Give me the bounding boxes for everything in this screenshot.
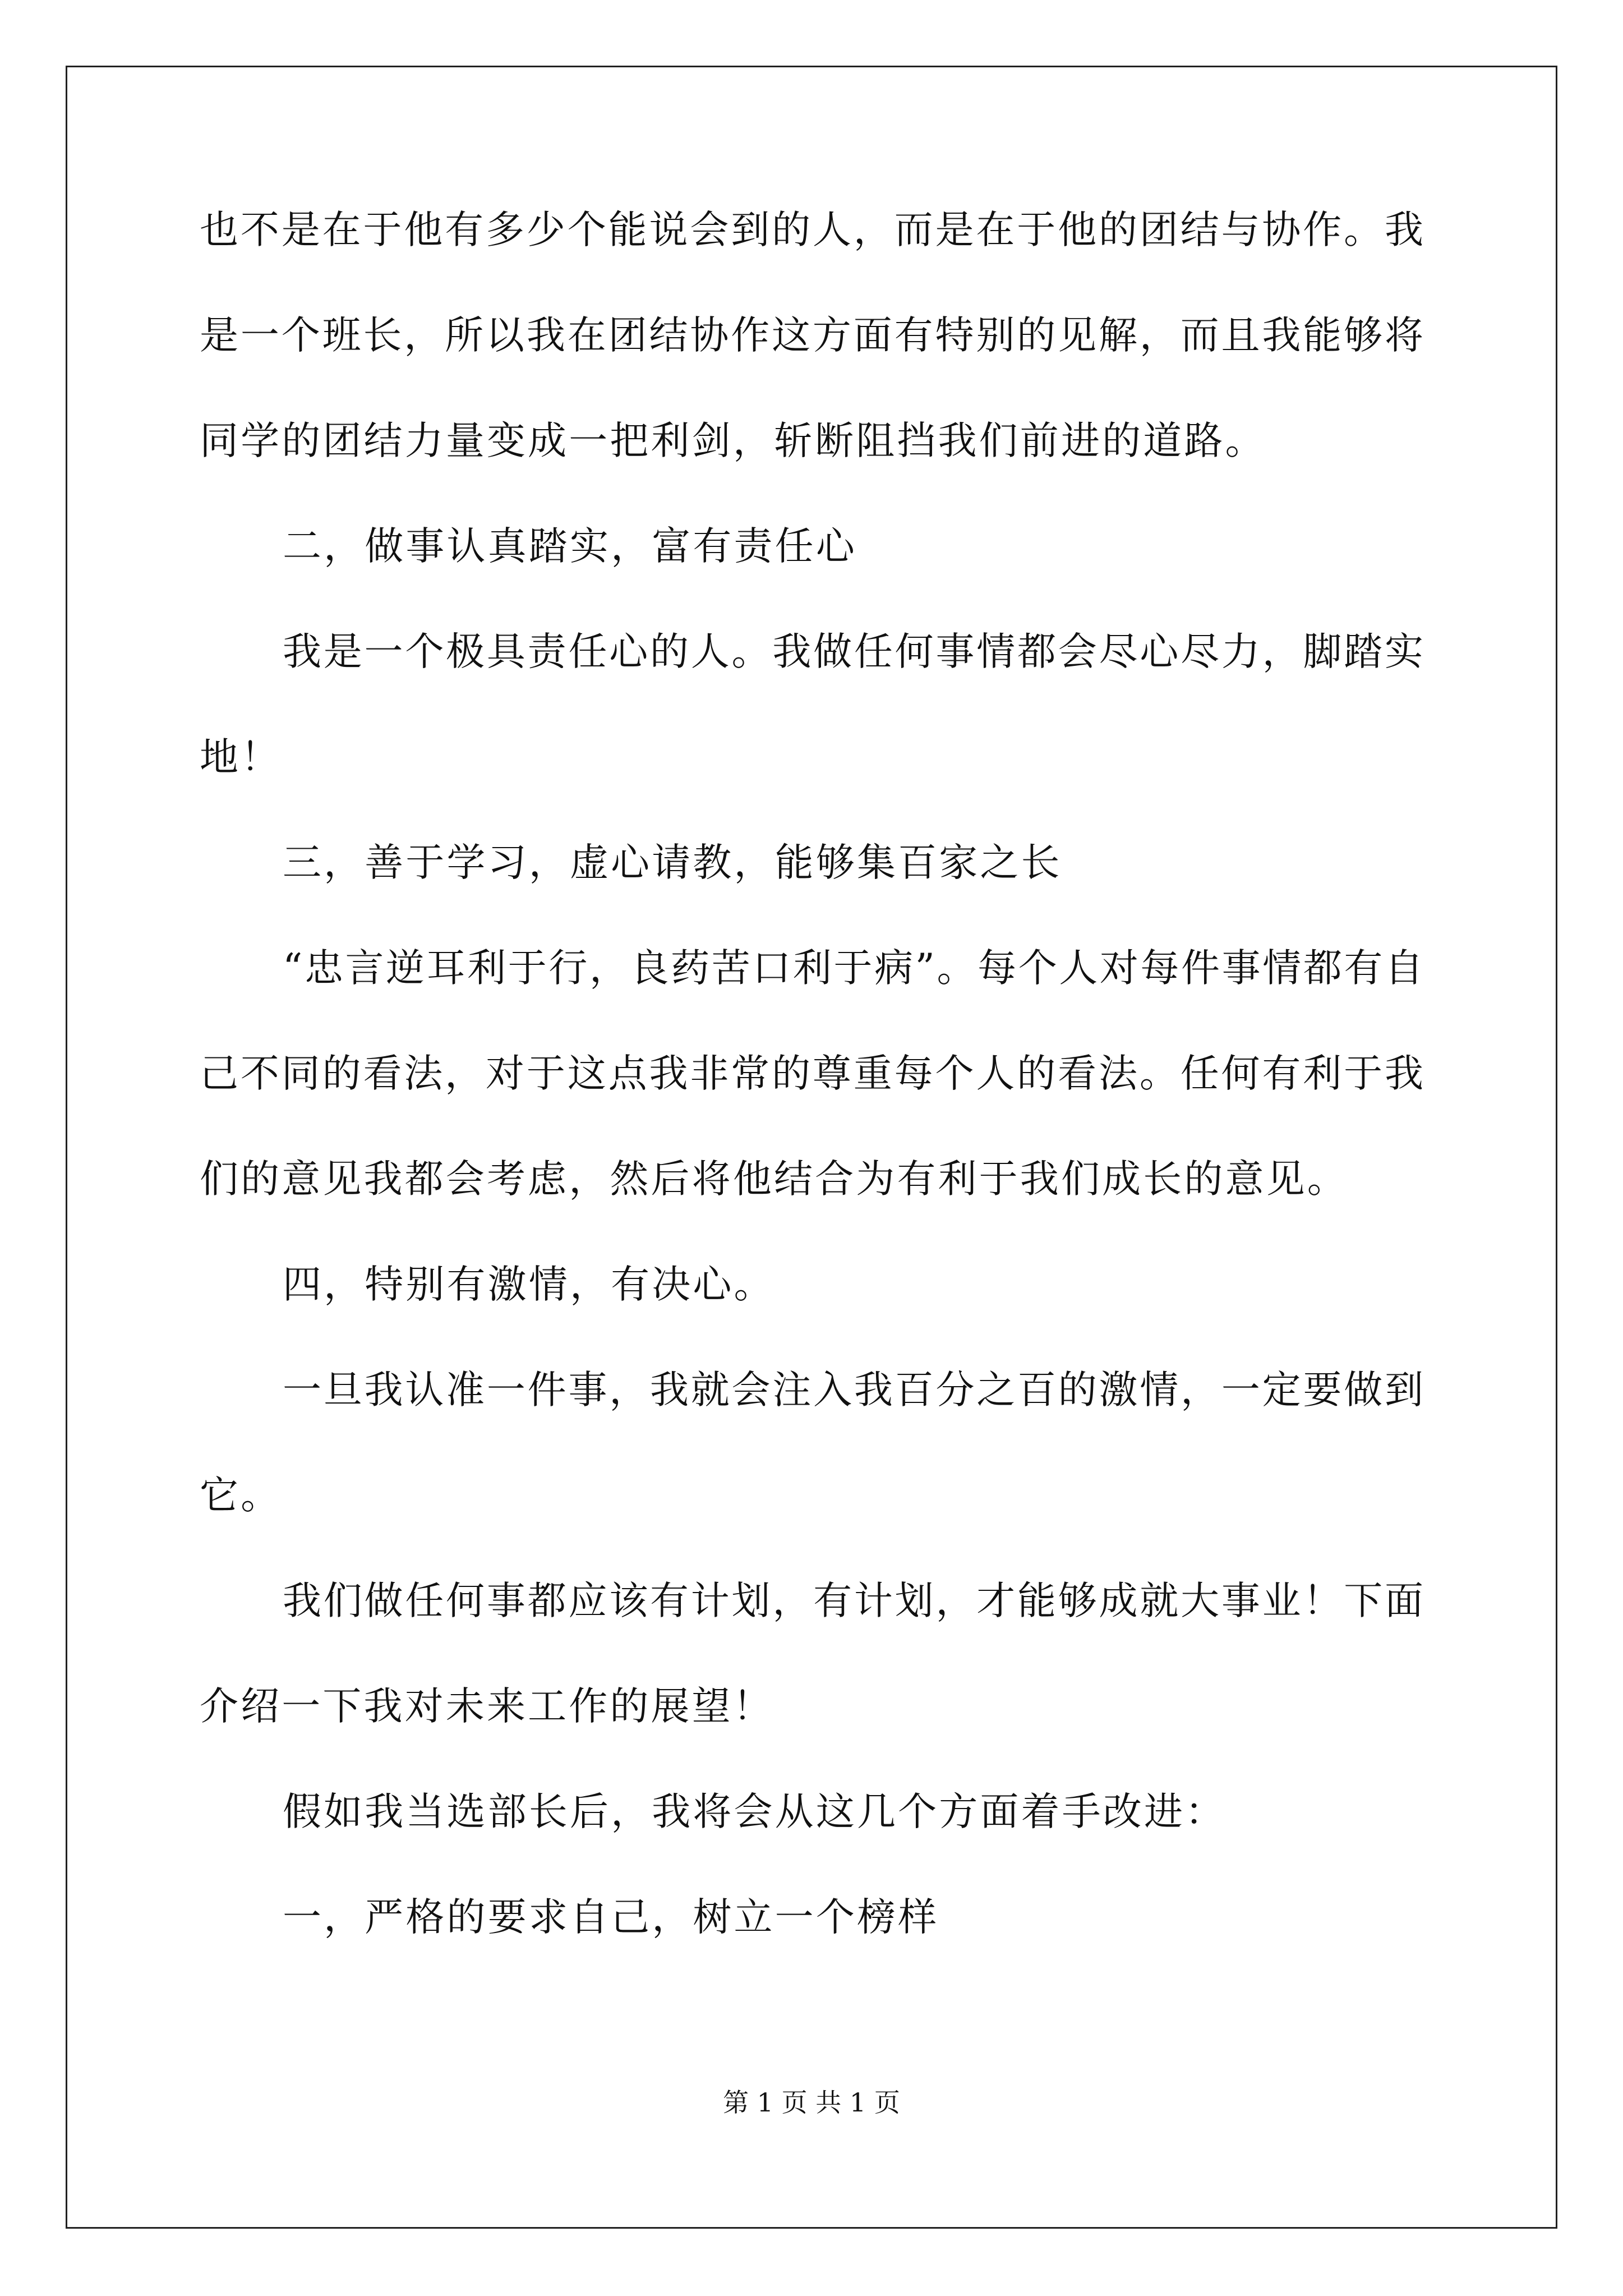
body-line: 我是一个极具责任心的人。我做任何事情都会尽心尽力，脚踏实 [283, 629, 1423, 674]
body-line: 我们做任何事都应该有计划，有计划，才能够成就大事业！下面 [283, 1579, 1423, 1623]
body-line: 一旦我认准一件事，我就会注入我百分之百的激情，一定要做到 [283, 1368, 1423, 1412]
body-line: 们的意见我都会考虑，然后将他结合为有利于我们成长的意见。 [200, 1157, 1348, 1202]
body-line: 同学的团结力量变成一把利剑，斩断阻挡我们前进的道路。 [200, 418, 1266, 463]
body-line: 己不同的看法，对于这点我非常的尊重每个人的看法。任何有利于我 [200, 1051, 1423, 1096]
body-line: 地！ [200, 735, 282, 780]
section-heading: 二，做事认真踏实，富有责任心 [283, 524, 857, 569]
section-heading: 四，特别有激情，有决心。 [283, 1262, 775, 1307]
section-heading: 一，严格的要求自己，树立一个榜样 [283, 1895, 939, 1940]
section-heading: 三，善于学习，虚心请教，能够集百家之长 [283, 840, 1062, 885]
body-line: 是一个班长，所以我在团结协作这方面有特别的见解，而且我能够将 [200, 313, 1423, 358]
body-line: 介绍一下我对未来工作的展望！ [200, 1684, 774, 1729]
body-line: 它。 [200, 1473, 282, 1518]
body-line: 假如我当选部长后，我将会从这几个方面着手改进： [283, 1789, 1227, 1834]
body-line: “忠言逆耳利于行，良药苦口利于病”。每个人对每件事情都有自 [283, 946, 1423, 991]
body-line: 也不是在于他有多少个能说会到的人，而是在于他的团结与协作。我 [200, 208, 1423, 252]
page-number-footer: 第 1 页 共 1 页 [723, 2087, 900, 2118]
